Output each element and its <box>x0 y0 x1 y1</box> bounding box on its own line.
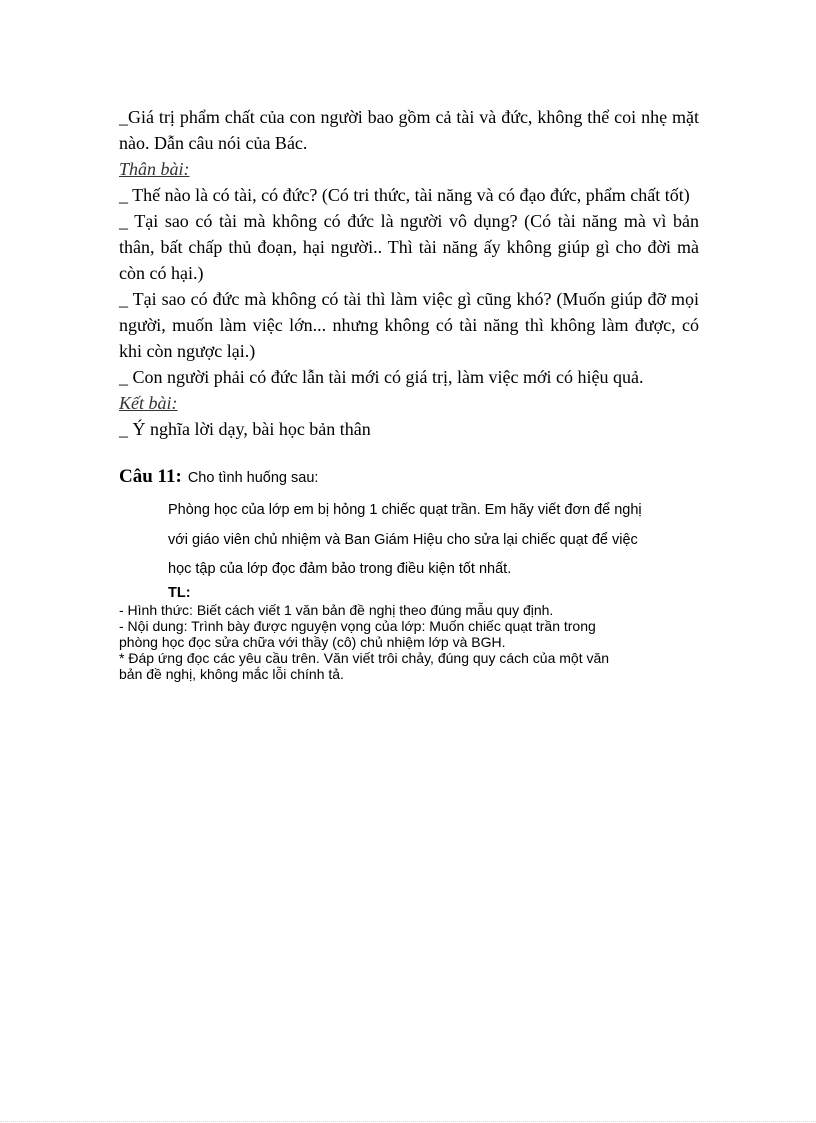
outline-point: _ Ý nghĩa lời dạy, bài học bản thân <box>119 419 371 439</box>
outline-point: _ Thế nào là có tài, có đức? (Có tri thức, tài năng và có đạo đức, phẩm chất tốt) <box>119 185 690 205</box>
question-header <box>119 466 318 488</box>
question-label: Câu 11: <box>119 466 182 487</box>
answer-label: TL: <box>168 585 191 601</box>
answer-line: phòng học đọc sửa chữa với thầy (cô) chủ nhiệm lớp và BGH. <box>119 634 506 650</box>
outline-point: _ Tại sao có đức mà không có tài thì làm việc gì cũng khó? (Muốn giúp đỡ mọi người, muốn làm việc lớn... nhưng không có tài năng thì không làm được, có khi còn ngược lại.) <box>119 289 699 361</box>
page-bottom-divider <box>0 1121 816 1122</box>
outline-point: _ Con người phải có đức lẫn tài mới có giá trị, làm việc mới có hiệu quả. <box>119 367 644 387</box>
intro-paragraph: _Giá trị phẩm chất của con người bao gồm cả tài và đức, không thể coi nhẹ mặt nào. Dẫn câu nói của Bác. <box>119 107 699 153</box>
outline-point: _ Tại sao có tài mà không có đức là người vô dụng? (Có tài năng mà vì bản thân, bất chấp thủ đoạn, hại người.. Thì tài năng ấy không giúp gì cho đời mà còn có hại.) <box>119 211 699 283</box>
section-heading-ket-bai: Kết bài: <box>119 393 178 413</box>
question-prompt <box>168 496 698 585</box>
answer-block <box>119 602 699 682</box>
answer-line: - Hình thức: Biết cách viết 1 văn bản đề nghị theo đúng mẫu quy định. <box>119 602 554 618</box>
answer-line: - Nội dung: Trình bày được nguyện vọng của lớp: Muốn chiếc quạt trần trong <box>119 618 596 634</box>
section-heading-than-bai: Thân bài: <box>119 159 190 179</box>
prompt-line: học tập của lớp đọc đảm bảo trong điều kiện tốt nhất. <box>168 561 512 577</box>
answer-line: bản đề nghị, không mắc lỗi chính tả. <box>119 666 344 682</box>
prompt-line: Phòng học của lớp em bị hỏng 1 chiếc quạt trần. Em hãy viết đơn để nghị <box>168 502 642 518</box>
prompt-line: với giáo viên chủ nhiệm và Ban Giám Hiệu cho sửa lại chiếc quạt để việc <box>168 531 638 548</box>
question-intro: Cho tình huống sau: <box>187 470 319 486</box>
essay-outline <box>119 104 699 442</box>
answer-line: * Đáp ứng đọc các yêu cầu trên. Văn viết trôi chảy, đúng quy cách của một văn <box>119 650 610 666</box>
